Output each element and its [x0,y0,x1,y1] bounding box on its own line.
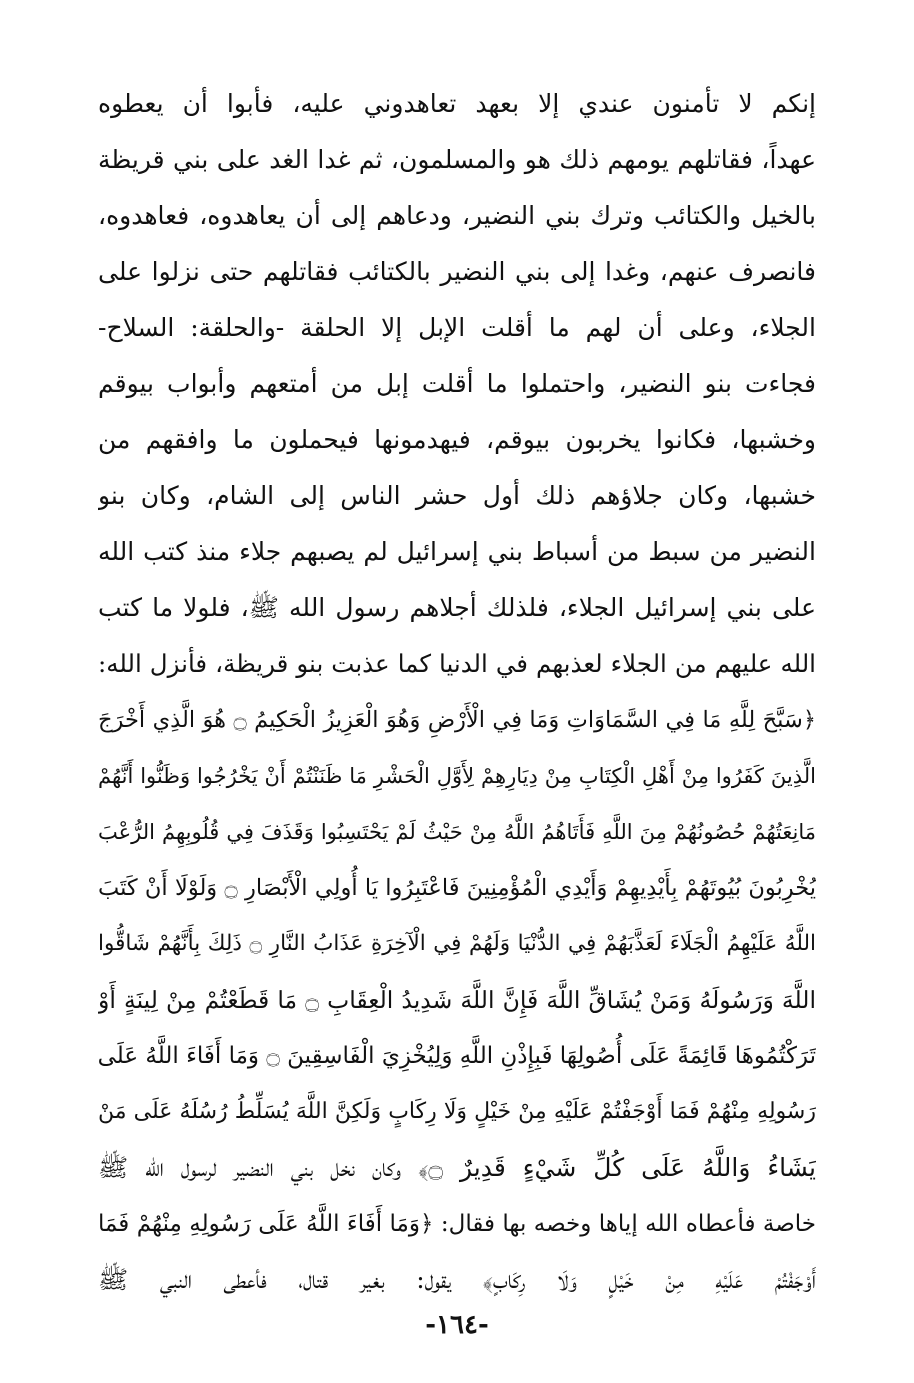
quran-verse-line-6: اللَّهَ وَرَسُولَهُ وَمَنْ يُشَاقِّ اللَّهَ فَإِنَّ اللَّهَ شَدِيدُ الْعِقَابِ ۝ مَا قَطَعْتُمْ مِنْ لِينَةٍ أَوْ [98,986,816,1014]
quran-verse-line-4: يُخْرِبُونَ بُيُوتَهُمْ بِأَيْدِيهِمْ وَأَيْدِي الْمُؤْمِنِينَ فَاعْتَبِرُوا يَا أُولِي الْأَبْصَارِ ۝ وَلَوْلَا أَنْ كَتَبَ [98,875,816,901]
text-line-5: الجلاء، وعلى أن لهم ما أقلت الإبل إلا الحلقة -والحلقة: السلاح- [98,313,816,342]
text-line-21: خاصة فأعطاه الله إياها وخصه بها فقال: ﴿وَمَا أَفَاءَ اللَّهُ عَلَى رَسُولِهِ مِنْهُمْ فَمَا [98,1211,816,1237]
text-line-10: على بني إسرائيل الجلاء، فلذلك أجلاهم رسول الله ﷺ، فلولا ما كتب [98,593,816,622]
text-line-8: خشبها، وكان جلاؤهم ذلك أول حشر الناس إلى الشام، وكان بنو [98,481,816,510]
body-text [98,76,816,1308]
text-line-9: النضير من سبط من أسباط بني إسرائيل لم يصبهم جلاء منذ كتب الله [98,537,816,566]
quran-verse-line-5: اللَّهُ عَلَيْهِمُ الْجَلَاءَ لَعَذَّبَهُمْ فِي الدُّنْيَا وَلَهُمْ فِي الْآخِرَةِ عَذَابُ النَّارِ ۝ ذَلِكَ بِأَنَّهُمْ شَاقُّوا [98,931,816,956]
quran-verse-line-8: رَسُولِهِ مِنْهُمْ فَمَا أَوْجَفْتُمْ عَلَيْهِ مِنْ خَيْلٍ وَلَا رِكَابٍ وَلَكِنَّ اللَّهَ يُسَلِّطُ رُسُلَهُ عَلَى مَنْ [98,1099,816,1124]
quran-verse-line-3: مَانِعَتُهُمْ حُصُونُهُمْ مِنَ اللَّهِ فَأَتَاهُمُ اللَّهُ مِنْ حَيْثُ لَمْ يَحْتَسِبُوا وَقَذَفَ فِي قُلُوبِهِمُ الرُّعْبَ [98,820,816,844]
quran-verse-line-2: الَّذِينَ كَفَرُوا مِنْ أَهْلِ الْكِتَابِ مِنْ دِيَارِهِمْ لِأَوَّلِ الْحَشْرِ مَا ظَنَنْتُمْ أَنْ يَخْرُجُوا وَظَنُّوا أَنَّهُمْ [98,764,816,788]
quran-verse-line-7: تَرَكْتُمُوهَا قَائِمَةً عَلَى أُصُولِهَا فَبِإِذْنِ اللَّهِ وَلِيُخْزِيَ الْفَاسِقِينَ ۝ وَمَا أَفَاءَ اللَّهُ عَلَى [98,1043,816,1069]
text-line-20: يَشَاءُ وَاللَّهُ عَلَى كُلِّ شَيْءٍ قَدِيرٌ ۝﴾ وكان نخل بني النضير لرسول الله ﷺ [98,1153,816,1182]
page-number: -١٦٤- [425,1310,489,1340]
text-line-7: وخشبها، فكانوا يخربون بيوقم، فيهدمونها فيحملون ما وافقهم من [98,425,816,454]
text-line-6: فجاءت بنو النضير، واحتملوا ما أقلت إبل من أمتعهم وأبواب بيوقم [98,369,816,398]
text-line-3: بالخيل والكتائب وترك بني النضير، ودعاهم إلى أن يعاهدوه، فعاهدوه، [98,201,816,230]
text-line-11: الله عليهم من الجلاء لعذبهم في الدنيا كما عذبت بنو قريظة، فأنزل الله: [98,649,816,678]
text-line-2: عهداً، فقاتلهم يومهم ذلك هو والمسلمون، ثم غدا الغد على بني قريظة [98,145,816,174]
quran-verse-line-1: ﴿سَبَّحَ لِلَّهِ مَا فِي السَّمَاوَاتِ وَمَا فِي الْأَرْضِ وَهُوَ الْعَزِيزُ الْحَكِيمُ ۝ هُوَ الَّذِي أَخْرَجَ [98,707,816,733]
text-line-1: إنكم لا تأمنون عندي إلا بعهد تعاهدوني عليه، فأبوا أن يعطوه [98,89,816,118]
text-line-22: أَوْجَفْتُمْ عَلَيْهِ مِنْ خَيْلٍ وَلَا رِكَابٍ﴾ يقول: بغير قتال، فأعطى النبي ﷺ [98,1265,816,1294]
text-line-4: فانصرف عنهم، وغدا إلى بني النضير بالكتائب فقاتلهم حتى نزلوا على [98,257,816,286]
